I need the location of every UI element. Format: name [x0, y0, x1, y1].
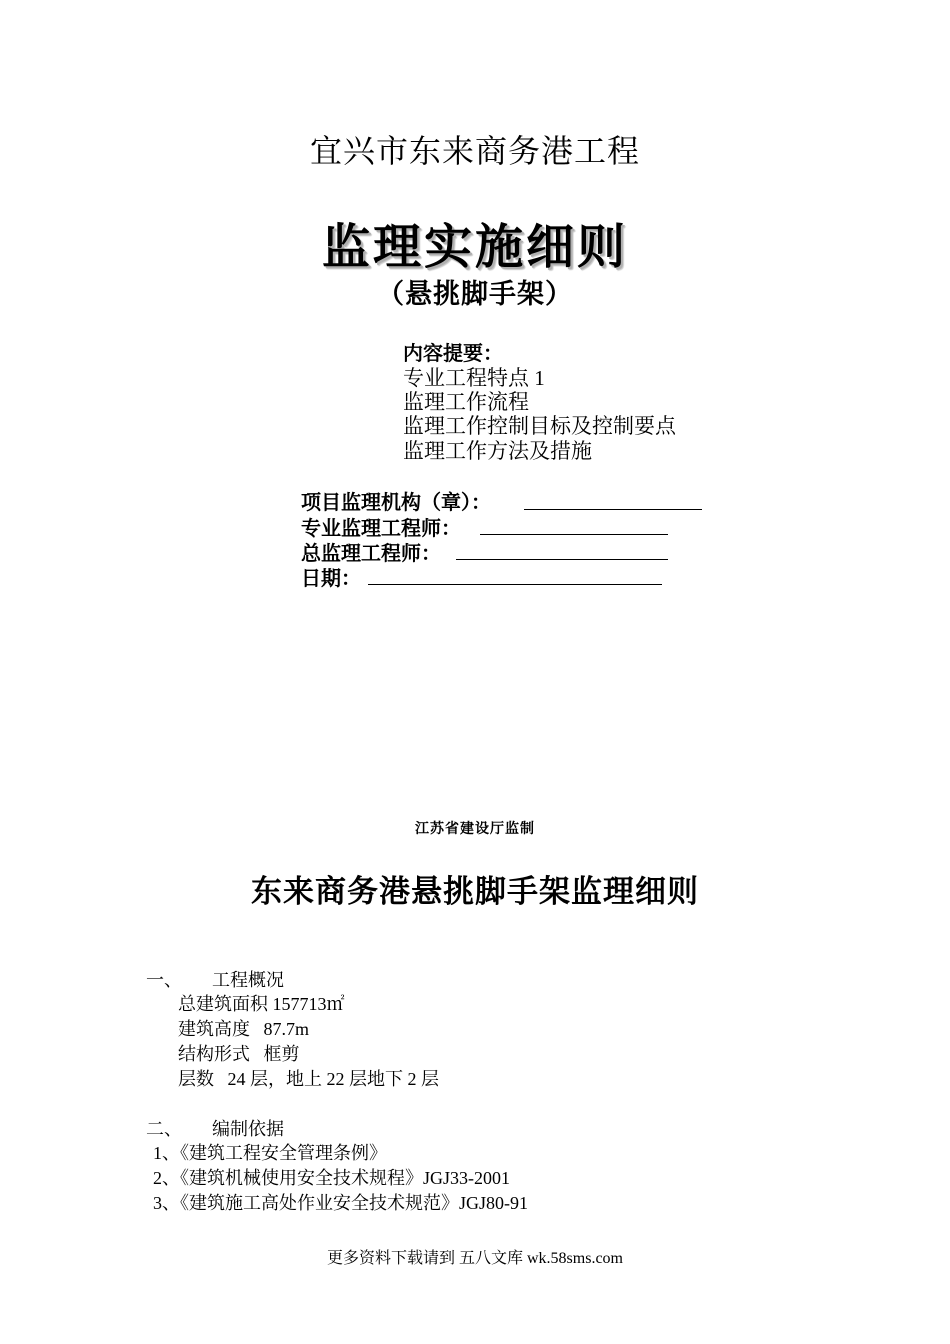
summary-item: 监理工作控制目标及控制要点: [403, 414, 676, 438]
signature-label: 总监理工程师：: [301, 541, 441, 565]
project-title: 宜兴市东来商务港工程: [309, 133, 640, 169]
section-item: 2、《建筑机械使用安全技术规程》JGJ33-2001: [153, 1168, 511, 1188]
section-heading: 工程概况: [212, 970, 284, 990]
signature-label: 日期：: [301, 566, 361, 590]
section-item: 3、《建筑施工高处作业安全技术规范》JGJ80-91: [153, 1193, 529, 1213]
summary-heading: 内容提要：: [403, 341, 503, 365]
section-heading: 编制依据: [212, 1119, 284, 1139]
signature-line: [456, 559, 668, 560]
summary-item: 监理工作流程: [403, 390, 529, 414]
signature-line: [368, 584, 662, 585]
signature-row-date: [301, 562, 361, 591]
summary-item: 专业工程特点 1: [403, 366, 545, 390]
summary-item: 监理工作方法及措施: [403, 439, 592, 463]
document-subtitle: （悬挑脚手架）: [377, 279, 573, 310]
signature-line: [524, 509, 702, 510]
section-item: 建筑高度 87.7m: [178, 1019, 310, 1039]
section-item: 层数 24 层，地上 22 层地下 2 层: [178, 1069, 439, 1089]
detail-rules-title: 东来商务港悬挑脚手架监理细则: [251, 874, 699, 910]
signature-label: 专业监理工程师：: [301, 516, 461, 540]
signature-label: 项目监理机构（章）：: [301, 490, 491, 514]
section-number: 二、: [146, 1119, 182, 1139]
issuer-label: 江苏省建设厅监制: [415, 821, 535, 837]
signature-row-agency: [301, 486, 491, 515]
section-item: 总建筑面积 157713㎡: [178, 994, 345, 1014]
section-number: 一、: [146, 970, 182, 990]
section-item: 结构形式 框剪: [178, 1044, 300, 1064]
signature-line: [480, 534, 668, 535]
footer-link[interactable]: 更多资料下载请到 五八文库 wk.58sms.com: [326, 1250, 623, 1267]
section-item: 1、《建筑工程安全管理条例》: [153, 1143, 387, 1163]
document-title: 监理实施细则: [321, 219, 628, 275]
